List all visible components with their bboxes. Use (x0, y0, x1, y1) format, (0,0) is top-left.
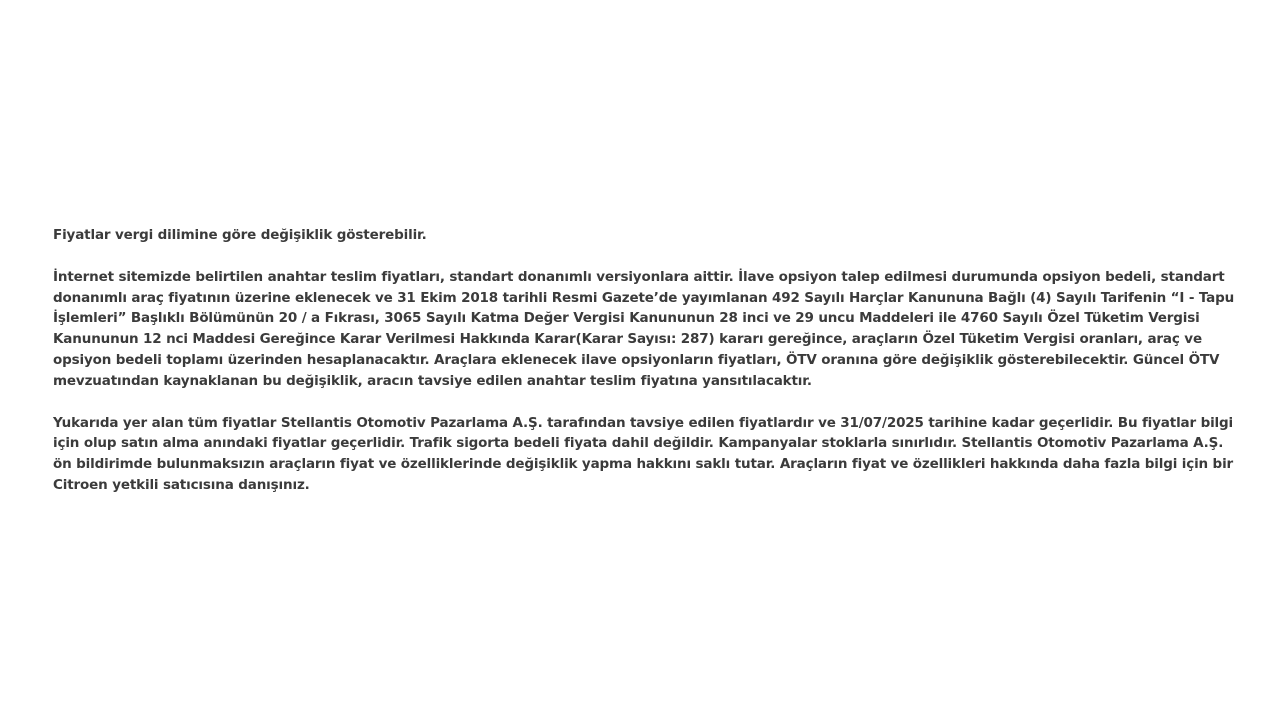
legal-disclaimer (53, 225, 1243, 496)
price-validity-paragraph: Yukarıda yer alan tüm fiyatlar Stellantis Otomotiv Pazarlama A.Ş. tarafından tavsiye edilen fiyatlardır ve 31/07/2025 tarihine kadar geçerlidir. Bu fiyatlar bilgi için olup satın alma anındaki fiyatlar geçerlidir. Trafik sigorta bedeli fiyata dahil değildir. Kampanyalar stoklarla sınırlıdır. Stellantis Otomotiv Pazarlama A.Ş. ön bildirimde bulunmaksızın araçların fiyat ve özelliklerinde değişiklik yapma hakkını saklı tutar. Araçların fiyat ve özellikleri hakkında daha fazla bilgi için bir Citroen yetkili satıcısına danışınız. (53, 414, 1234, 493)
vat-note: Fiyatlar vergi dilimine göre değişiklik gösterebilir. (53, 227, 427, 243)
tax-paragraph: İnternet sitemizde belirtilen anahtar teslim fiyatları, standart donanımlı versiyonlara aittir. İlave opsiyon talep edilmesi durumunda opsiyon bedeli, standart donanımlı araç fiyatının üzerine eklenecek ve 31 Ekim 2018 tarihli Resmi Gazete’de yayımlanan 492 Sayılı Harçlar Kanununa Bağlı (4) Sayılı Tarifenin “I - Tapu İşlemleri” Başlıklı Bölümünün 20 / a Fıkrası, 3065 Sayılı Katma Değer Vergisi Kanununun 28 inci ve 29 uncu Maddeleri ile 4760 Sayılı Özel Tüketim Vergisi Kanununun 12 nci Maddesi Gereğince Karar Verilmesi Hakkında Karar(Karar Sayısı: 287) kararı gereğince, araçların Özel Tüketim Vergisi oranları, araç ve opsiyon bedeli toplamı üzerinden hesaplanacaktır. Araçlara eklenecek ilave opsiyonların fiyatları, ÖTV oranına göre değişiklik gösterebilecektir. Güncel ÖTV mevzuatından kaynaklanan bu değişiklik, aracın tavsiye edilen anahtar teslim fiyatına yansıtılacaktır. (53, 268, 1235, 389)
